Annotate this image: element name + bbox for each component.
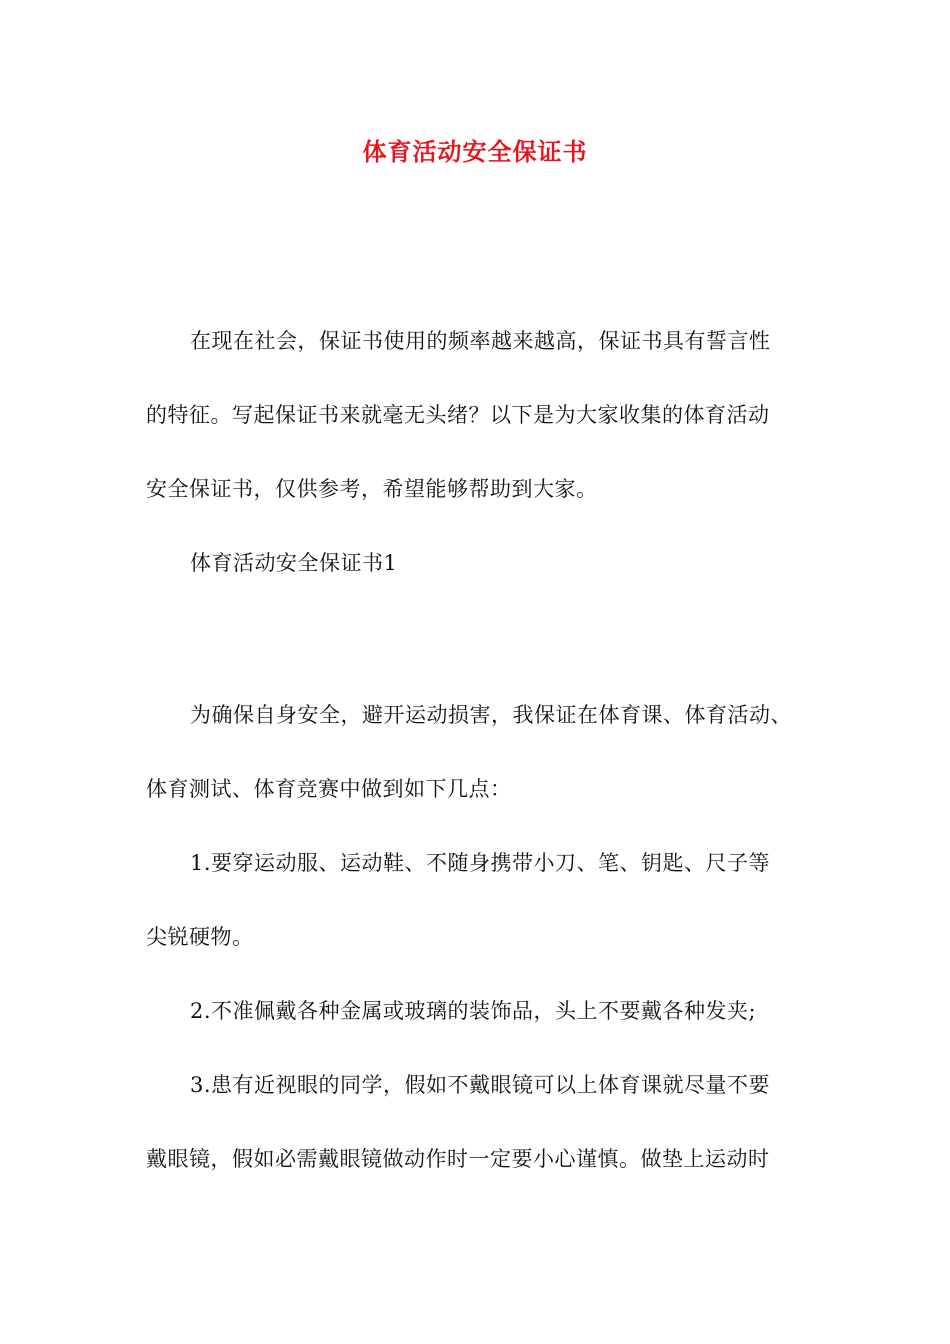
paragraph-line: 为确保自身安全，避开运动损害，我保证在体育课、体育活动、 [190, 703, 792, 727]
paragraph-line: 安全保证书，仅供参考，希望能够帮助到大家。 [146, 477, 598, 501]
list-item-line: 1.要穿运动服、运动鞋、不随身携带小刀、笔、钥匙、尺子等 [190, 851, 771, 875]
paragraph-line: 在现在社会，保证书使用的频率越来越高，保证书具有誓言性 [190, 329, 771, 353]
list-item-line: 3.患有近视眼的同学，假如不戴眼镜可以上体育课就尽量不要 [190, 1073, 771, 1097]
list-item-line: 尖锐硬物。 [146, 925, 254, 949]
section-heading: 体育活动安全保证书1 [190, 551, 398, 575]
list-item-line: 戴眼镜，假如必需戴眼镜做动作时一定要小心谨慎。做垫上运动时 [146, 1147, 770, 1171]
document-title: 体育活动安全保证书 [362, 137, 588, 166]
list-item-line: 2.不准佩戴各种金属或玻璃的装饰品，头上不要戴各种发夹; [190, 999, 757, 1023]
paragraph-line: 的特征。写起保证书来就毫无头绪？以下是为大家收集的体育活动 [146, 403, 770, 427]
paragraph-line: 体育测试、体育竞赛中做到如下几点： [146, 777, 512, 801]
